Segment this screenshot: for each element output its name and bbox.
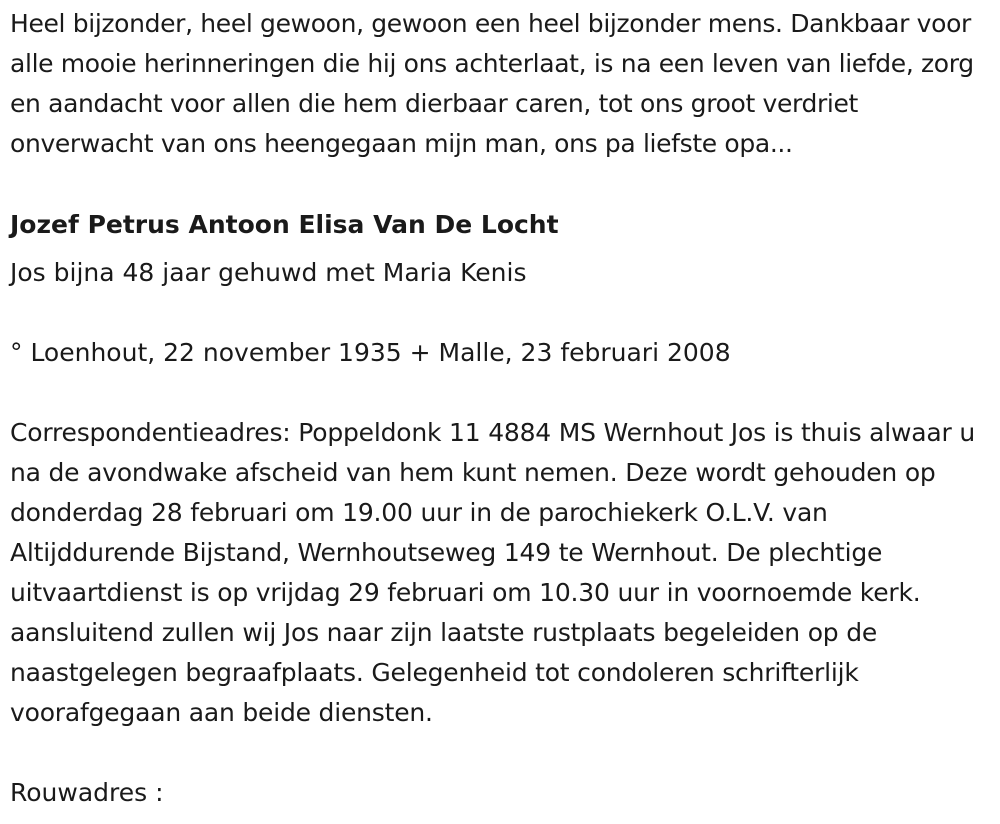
funeral-details-paragraph: Correspondentieadres: Poppeldonk 11 4884 MS Wernhout Jos is thuis alwaar u na de avondwake afscheid van hem kunt nemen. Deze wordt gehouden op donderdag 28 februari om 19.00 uur in de parochiekerk O.L.V. van Altijddurende Bijstand, Wernhoutseweg 149 te Wernhout. De plechtige uitvaartdienst is op vrijdag 29 februari om 10.30 uur in voornoemde kerk. aansluitend zullen wij Jos naar zijn laatste rustplaats begeleiden op de naastgelegen begraafplaats. Gelegenheid tot condoleren schrifterlijk voorafgegaan aan beide diensten.: [10, 418, 975, 727]
deceased-name: Jozef Petrus Antoon Elisa Van De Locht: [10, 210, 559, 239]
birth-death-dates: ° Loenhout, 22 november 1935 + Malle, 23 februari 2008: [10, 338, 731, 367]
rouwadres-label: Rouwadres :: [10, 778, 164, 807]
marriage-line: Jos bijna 48 jaar gehuwd met Maria Kenis: [10, 258, 527, 287]
intro-paragraph: Heel bijzonder, heel gewoon, gewoon een heel bijzonder mens. Dankbaar voor alle mooie herinneringen die hij ons achterlaat, is na een leven van liefde, zorg en aandacht voor allen die hem dierbaar caren, tot ons groot verdriet onverwacht van ons heengegaan mijn man, ons pa liefste opa...: [10, 9, 974, 158]
